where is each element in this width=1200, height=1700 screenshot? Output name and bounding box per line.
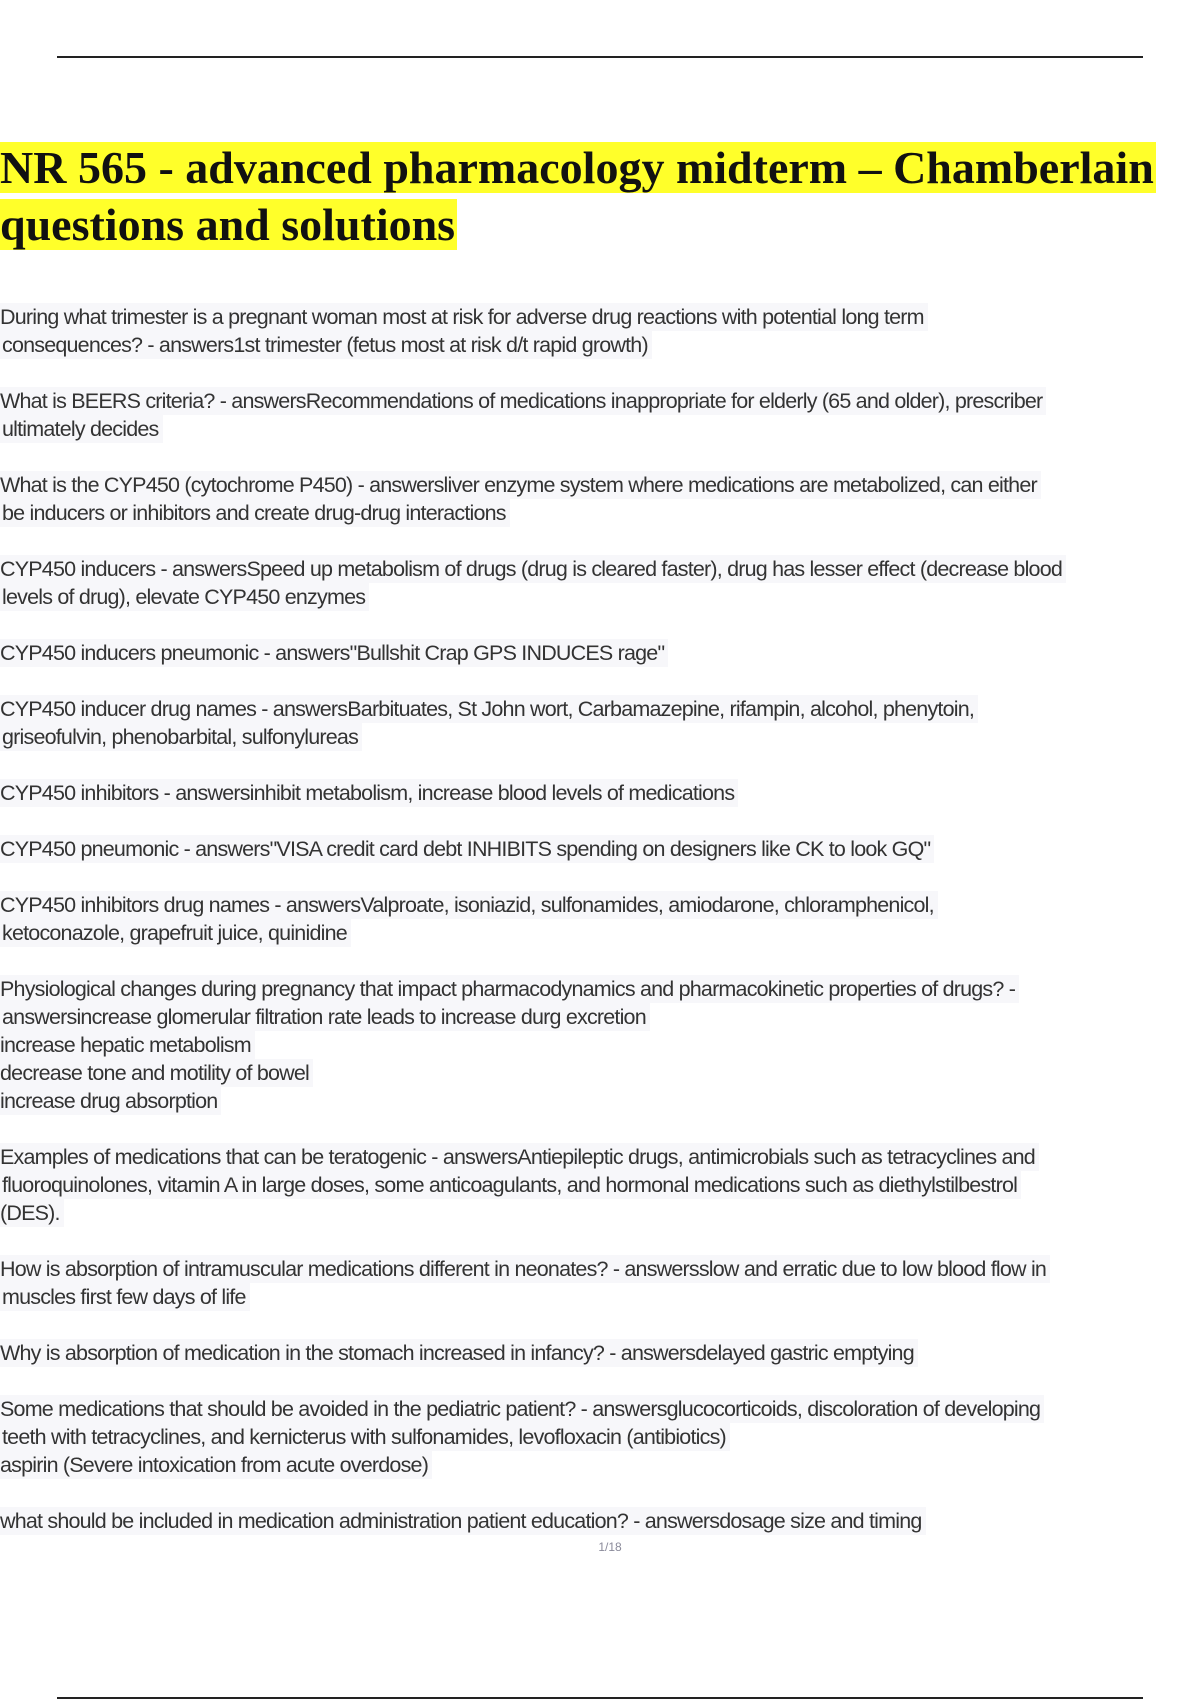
qa-line: decrease tone and motility of bowel [0, 1059, 313, 1087]
qa-entry [0, 779, 1200, 807]
qa-line: griseofulvin, phenobarbital, sulfonylureas [0, 723, 362, 751]
qa-line: answersincrease glomerular filtration rate leads to increase durg excretion [0, 1003, 650, 1031]
qa-line: Why is absorption of medication in the stomach increased in infancy? - answersdelayed gastric emptying [0, 1339, 918, 1367]
qa-line: During what trimester is a pregnant woman most at risk for adverse drug reactions with potential long term [0, 303, 928, 331]
document-title [0, 139, 1200, 253]
qa-line: be inducers or inhibitors and create drug-drug interactions [0, 499, 510, 527]
qa-entry [0, 387, 1200, 443]
qa-line: Some medications that should be avoided in the pediatric patient? - answersglucocorticoids, discoloration of developing [0, 1395, 1044, 1423]
header-rule [57, 56, 1143, 58]
qa-entry [0, 303, 1200, 359]
qa-entry [0, 835, 1200, 863]
qa-entry [0, 471, 1200, 527]
qa-line: aspirin (Severe intoxication from acute overdose) [0, 1451, 432, 1479]
qa-entry [0, 1339, 1200, 1367]
qa-line: Physiological changes during pregnancy that impact pharmacodynamics and pharmacokinetic properties of drugs? - [0, 975, 1019, 1003]
qa-line: CYP450 inducers - answersSpeed up metabolism of drugs (drug is cleared faster), drug has lesser effect (decrease blood [0, 555, 1066, 583]
qa-line: ultimately decides [0, 415, 163, 443]
qa-entry [0, 975, 1200, 1115]
qa-line: CYP450 pneumonic - answers"VISA credit card debt INHIBITS spending on designers like CK to look GQ" [0, 835, 934, 863]
qa-entry [0, 891, 1200, 947]
qa-line: levels of drug), elevate CYP450 enzymes [0, 583, 369, 611]
qa-line: CYP450 inhibitors - answersinhibit metabolism, increase blood levels of medications [0, 779, 738, 807]
qa-line: CYP450 inducer drug names - answersBarbituates, St John wort, Carbamazepine, rifampin, alcohol, phenytoin, [0, 695, 978, 723]
qa-line: What is BEERS criteria? - answersRecommendations of medications inappropriate for elderly (65 and older), prescriber [0, 387, 1046, 415]
qa-line: How is absorption of intramuscular medications different in neonates? - answersslow and erratic due to low blood flow in [0, 1255, 1050, 1283]
qa-line: CYP450 inhibitors drug names - answersValproate, isoniazid, sulfonamides, amiodarone, chloramphenicol, [0, 891, 938, 919]
qa-line: fluoroquinolones, vitamin A in large doses, some anticoagulants, and hormonal medications such as diethylstilbestrol [0, 1171, 1021, 1199]
qa-line: increase drug absorption [0, 1087, 221, 1115]
qa-entry [0, 1255, 1200, 1311]
qa-entry [0, 1507, 1200, 1535]
qa-line: (DES). [0, 1199, 64, 1227]
qa-line: What is the CYP450 (cytochrome P450) - answersliver enzyme system where medications are metabolized, can either [0, 471, 1041, 499]
footer-rule [57, 1697, 1143, 1699]
qa-line: ketoconazole, grapefruit juice, quinidine [0, 919, 351, 947]
qa-entry [0, 695, 1200, 751]
title-line-2: questions and solutions [0, 198, 456, 250]
qa-line: muscles first few days of life [0, 1283, 250, 1311]
qa-entry [0, 555, 1200, 611]
qa-list [0, 303, 1200, 1563]
qa-line: teeth with tetracyclines, and kernicterus with sulfonamides, levofloxacin (antibiotics) [0, 1423, 730, 1451]
qa-entry [0, 639, 1200, 667]
page-number: 1/18 [598, 1540, 622, 1554]
qa-line: what should be included in medication administration patient education? - answersdosage size and timing [0, 1507, 926, 1535]
qa-line: consequences? - answers1st trimester (fetus most at risk d/t rapid growth) [0, 331, 652, 359]
title-line-1: NR 565 - advanced pharmacology midterm – Chamberlain [0, 141, 1154, 193]
qa-entry [0, 1143, 1200, 1227]
qa-line: Examples of medications that can be teratogenic - answersAntiepileptic drugs, antimicrobials such as tetracyclines and [0, 1143, 1039, 1171]
qa-entry [0, 1395, 1200, 1479]
qa-line: increase hepatic metabolism [0, 1031, 255, 1059]
qa-line: CYP450 inducers pneumonic - answers"Bullshit Crap GPS INDUCES rage" [0, 639, 668, 667]
